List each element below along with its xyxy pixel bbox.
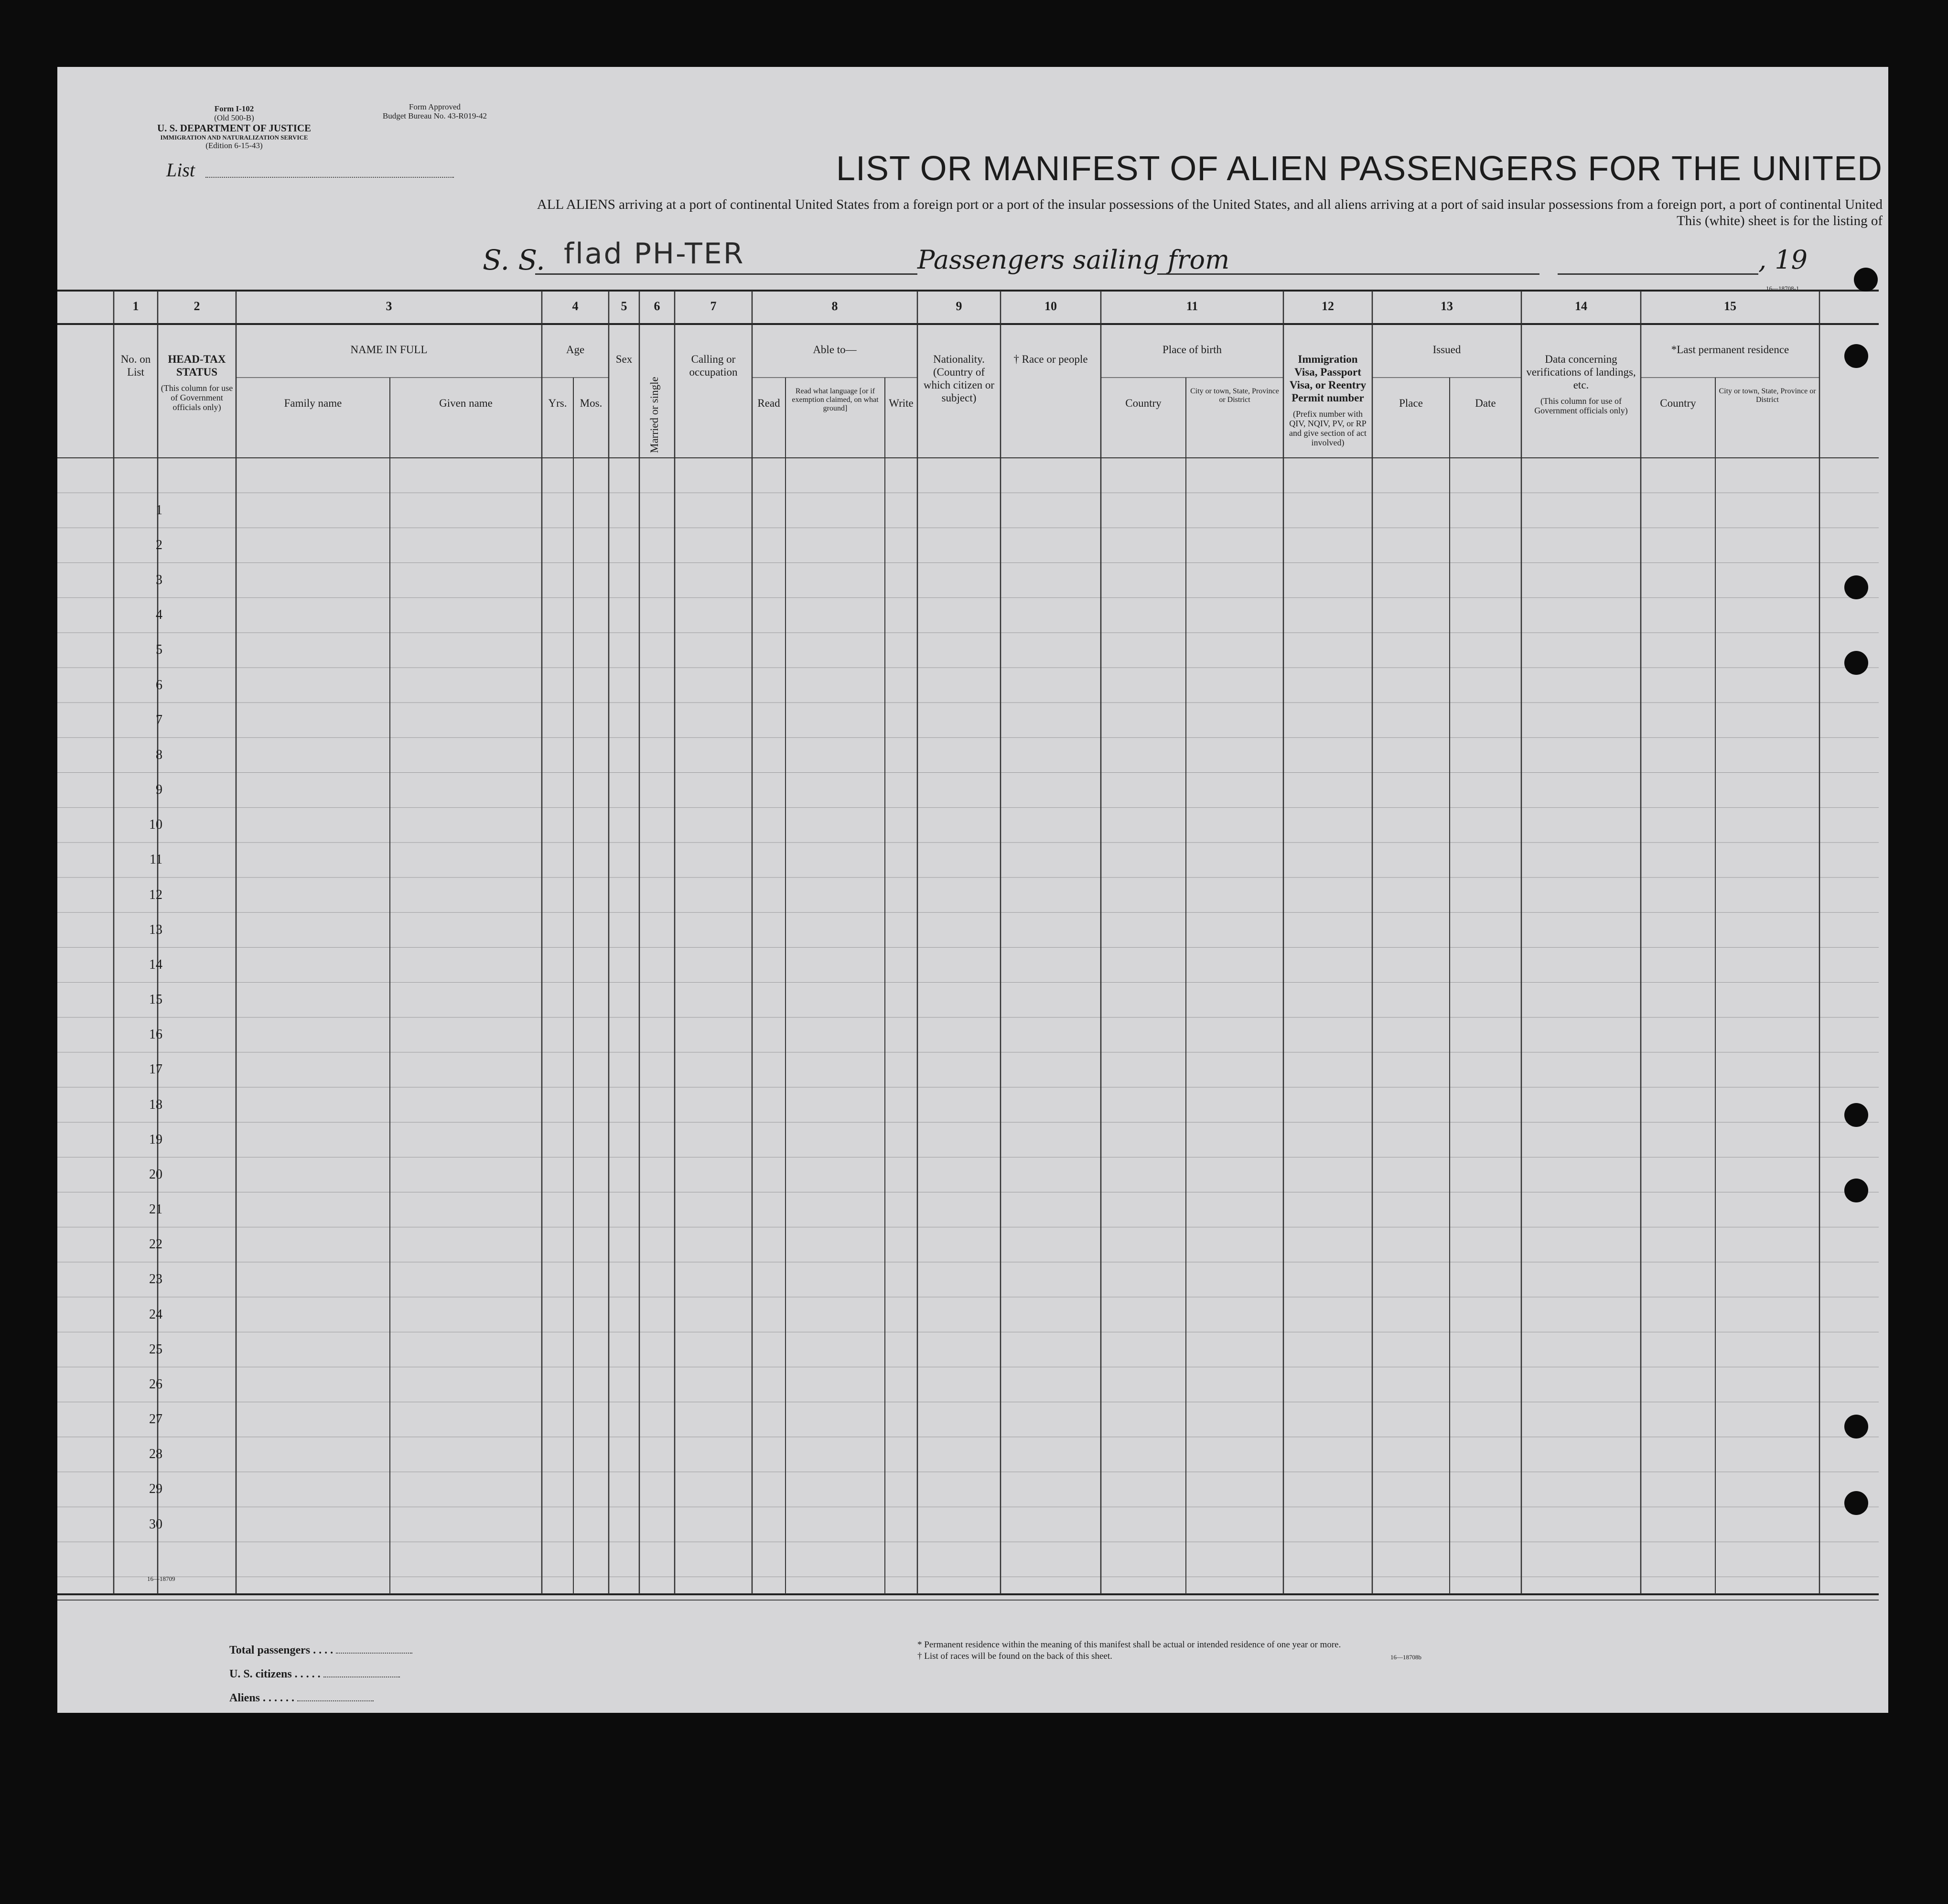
service-name: IMMIGRATION AND NATURALIZATION SERVICE [160, 134, 308, 141]
row-number: 16 [149, 1027, 162, 1042]
column-header-13 [1374, 343, 1519, 356]
column-number-2: 2 [194, 299, 200, 313]
row-number: 19 [149, 1132, 162, 1147]
row-number: 6 [156, 677, 162, 692]
column-note: (This column for use of Government officials only) [1534, 396, 1628, 415]
column-label: Able to— [813, 344, 857, 356]
column-label: No. on List [120, 353, 151, 378]
row-number: 28 [149, 1447, 162, 1462]
column-note: (This column for use of Government officials only) [161, 383, 233, 412]
row-number: 22 [149, 1237, 162, 1252]
footnote-star: * Permanent residence within the meaning of this manifest shall be actual or intended residence of one year or more. [917, 1640, 1341, 1650]
punch-hole [1844, 1103, 1868, 1127]
column-subheader: Country [1660, 397, 1696, 409]
column-label: Sex [615, 353, 633, 365]
punch-hole [1844, 1415, 1868, 1439]
punch-hole [1844, 344, 1868, 368]
row-number: 14 [149, 957, 162, 972]
form-number: Form I-102 [214, 104, 254, 113]
sailing-from-label: Passengers sailing from [917, 245, 1230, 275]
column-subheader: Date [1475, 397, 1496, 409]
column-label: † Race or people [1013, 353, 1088, 365]
row-number: 30 [149, 1516, 162, 1532]
row-number: 2 [156, 537, 162, 552]
column-header-7 [677, 353, 750, 379]
column-header-9 [919, 353, 999, 404]
column-number-5: 5 [621, 299, 627, 313]
column-header-3 [238, 343, 540, 356]
row-number: 26 [149, 1376, 162, 1392]
column-number-6: 6 [654, 299, 660, 313]
vessel-name-handwritten: flad PH-TER [564, 237, 745, 270]
ss-prefix: S. S. [483, 244, 545, 276]
row-number: 12 [149, 887, 162, 902]
total-passengers-label: Total passengers . . . . [229, 1644, 334, 1656]
column-subheader: Place [1399, 397, 1423, 409]
column-header-8 [754, 343, 915, 356]
approval-line-1: Form Approved [409, 102, 461, 111]
column-header-4 [544, 343, 607, 356]
married-or-single-label: Married or single [648, 377, 660, 453]
column-subheader: Yrs. [548, 397, 567, 409]
column-subheader: Read what language [or if exemption claimed, on what ground] [792, 387, 879, 412]
column-label: Data concerning verifications of landings, etc. [1526, 353, 1636, 391]
row-number: 21 [149, 1202, 162, 1217]
column-header-2 [160, 353, 234, 412]
column-number-8: 8 [831, 299, 838, 313]
row-number: 25 [149, 1341, 162, 1357]
row-number: 27 [149, 1412, 162, 1427]
column-number-4: 4 [572, 299, 579, 313]
column-number-12: 12 [1322, 299, 1334, 313]
page-subtitle: ALL ALIENS arriving at a port of continental United States from a foreign port or a port of the insular possessions of the United States, and all aliens arriving at a port of said insular possessions from a foreign port, a port of continental United [537, 197, 1883, 212]
column-header-5 [611, 353, 637, 366]
row-number: 1 [156, 502, 162, 518]
column-subheader: Write [889, 397, 914, 409]
totals-block [229, 1638, 412, 1710]
column-number-1: 1 [132, 299, 139, 313]
column-number-14: 14 [1575, 299, 1587, 313]
punch-hole [1844, 651, 1868, 675]
aliens-field[interactable] [297, 1700, 374, 1701]
row-number: 8 [156, 747, 162, 762]
page-title: LIST OR MANIFEST OF ALIEN PASSENGERS FOR THE UNITED [836, 150, 1883, 188]
column-header-14 [1523, 353, 1639, 415]
row-number: 24 [149, 1307, 162, 1322]
column-subheader: City or town, State, Province or District [1190, 387, 1279, 404]
footnote-code-text: 16—18708b [1390, 1654, 1421, 1661]
page-subtitle-2: This (white) sheet is for the listing of [1677, 213, 1883, 228]
column-subheader: Mos. [580, 397, 603, 409]
column-header-15 [1643, 343, 1818, 356]
punch-hole [1854, 268, 1878, 292]
column-label: Calling or occupation [689, 353, 738, 378]
column-header-12 [1285, 353, 1370, 447]
column-label: Nationality. (Country of which citizen or subject) [923, 353, 995, 404]
column-subheader: Given name [439, 397, 493, 409]
column-number-15: 15 [1724, 299, 1736, 313]
aliens-label: Aliens . . . . . . [229, 1692, 295, 1704]
column-label: Age [566, 344, 585, 356]
row-number: 20 [149, 1167, 162, 1182]
list-label: List [166, 159, 195, 181]
manifest-grid [57, 67, 1888, 1713]
row-number: 15 [149, 992, 162, 1007]
edition-date: (Edition 6-15-43) [205, 141, 263, 150]
column-number-13: 13 [1441, 299, 1453, 313]
column-label: Issued [1432, 344, 1461, 356]
column-rules [114, 291, 1819, 1594]
punch-hole [1844, 575, 1868, 599]
top-form-code: 16—18708-1 [1766, 285, 1799, 292]
column-label: *Last permanent residence [1671, 344, 1789, 356]
row-number: 13 [149, 922, 162, 937]
column-label: HEAD-TAX STATUS [168, 353, 226, 378]
column-label: NAME IN FULL [350, 344, 428, 356]
row-number: 4 [156, 607, 162, 623]
column-number-9: 9 [956, 299, 962, 313]
approval-line-2: Budget Bureau No. 43-R019-42 [382, 111, 487, 120]
us-citizens-label: U. S. citizens . . . . . [229, 1668, 321, 1680]
footnote-dagger: † List of races will be found on the back of this sheet. [917, 1651, 1112, 1661]
row-number: 11 [150, 852, 162, 867]
column-label: Immigration Visa, Passport Visa, or Reentry Permit number [1289, 353, 1367, 404]
row-number: 18 [149, 1097, 162, 1112]
column-subheader: Country [1125, 397, 1162, 409]
column-header-1 [116, 353, 156, 379]
column-number-10: 10 [1044, 299, 1057, 313]
column-number-11: 11 [1186, 299, 1198, 313]
row-number: 29 [149, 1482, 162, 1497]
row-number: 5 [156, 642, 162, 658]
row-number: 7 [156, 712, 162, 727]
total-passengers-field[interactable] [336, 1653, 412, 1654]
column-number-7: 7 [710, 299, 717, 313]
old-form-number: (Old 500-B) [214, 113, 254, 122]
row-number: 3 [156, 573, 162, 588]
row-rules [57, 291, 1879, 1600]
bottom-form-code: 16—18709 [147, 1575, 175, 1582]
department-name: U. S. DEPARTMENT OF JUSTICE [157, 122, 312, 134]
row-number: 23 [149, 1272, 162, 1287]
row-number: 17 [149, 1062, 162, 1077]
footnotes [917, 1639, 1341, 1662]
column-header-10 [1002, 353, 1099, 366]
punch-hole [1844, 1491, 1868, 1515]
year-label: , 19 [1758, 245, 1808, 275]
column-header-11 [1103, 343, 1281, 356]
row-number: 9 [156, 782, 162, 798]
column-subheader: Read [757, 397, 780, 409]
punch-hole [1844, 1179, 1868, 1202]
column-label: Place of birth [1162, 344, 1222, 356]
column-number-3: 3 [386, 299, 392, 313]
row-number: 10 [149, 817, 162, 833]
column-note: (Prefix number with QIV, NQIV, PV, or RP and give section of act involved) [1289, 409, 1367, 447]
column-subheader: City or town, State, Province or District [1719, 387, 1816, 404]
column-subheader: Family name [284, 397, 342, 409]
manifest-sheet [57, 67, 1888, 1713]
